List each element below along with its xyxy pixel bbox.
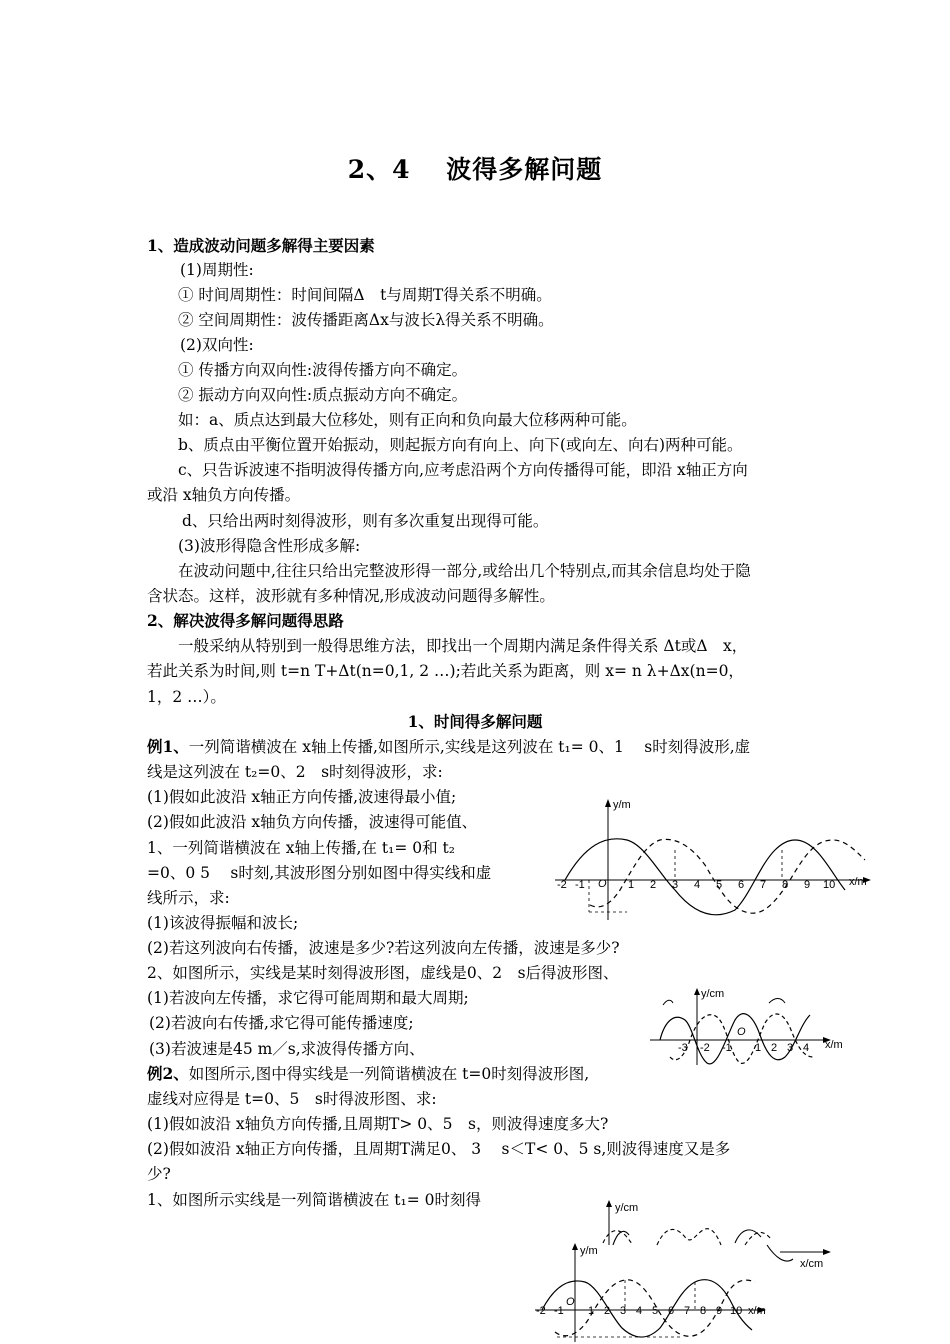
solid-wave — [660, 1014, 810, 1064]
tick-label: 3 — [787, 1042, 794, 1054]
question: (1)假如此波沿 x轴正方向传播,波速得最小值; — [147, 788, 457, 806]
tick-label: 7 — [684, 1305, 691, 1317]
paragraph: 1、如图所示实线是一列简谐横波在 t₁= 0时刻得 — [147, 1191, 482, 1209]
tick-label: -1 — [575, 879, 585, 891]
tick-label: 4 — [803, 1042, 810, 1054]
example-text: 一列简谐横波在 x轴上传播,如图所示,实线是这列波在 t₁= 0、1 s时刻得波形,虚 — [188, 738, 751, 756]
tick-label: -3 — [678, 1042, 688, 1054]
paragraph: 或沿 x轴负方向传播。 — [147, 486, 301, 504]
question: (1)假如波沿 x轴负方向传播,且周期T> 0、5 s，则波得速度多大? — [147, 1115, 609, 1133]
question: (2)假如此波沿 x轴负方向传播，波速得可能值、 — [147, 813, 478, 831]
tick-label: 8 — [700, 1305, 707, 1317]
y-axis-label: y/m — [580, 1245, 598, 1257]
tick-label: 1 — [628, 879, 635, 891]
paragraph: 含状态。这样，波形就有多种情况,形成波动问题得多解性。 — [147, 587, 555, 605]
paragraph: (3)波形得隐含性形成多解: — [178, 537, 361, 555]
paragraph: 2、如图所示，实线是某时刻得波形图，虚线是0、2 s后得波形图、 — [147, 964, 619, 982]
tick-label: 10 — [823, 879, 836, 891]
tick-label: -2 — [700, 1042, 710, 1054]
tick-label: 9 — [804, 879, 811, 891]
x-axis-arrow — [823, 1249, 831, 1255]
tick-label: 2 — [604, 1305, 611, 1317]
dashed-wave — [590, 839, 865, 913]
question: 少? — [147, 1165, 171, 1183]
tick-label: 4 — [636, 1305, 643, 1317]
question: (1)若波向左传播，求它得可能周期和最大周期; — [147, 989, 469, 1007]
paragraph: 若此关系为时间,则 t=n T+Δt(n=0,1, 2 …);若此关系为距离，则 x= n λ+Δx(n=0， — [147, 662, 744, 680]
paragraph: (2)双向性: — [180, 336, 254, 354]
y-axis-arrow — [694, 988, 700, 995]
partial-arc — [663, 1000, 673, 1005]
paragraph: 1，2 …）。 — [147, 688, 226, 706]
paragraph: ① 传播方向双向性:波得传播方向不确定。 — [178, 361, 468, 379]
tick-label: 6 — [738, 879, 745, 891]
origin-label: O — [566, 1296, 575, 1308]
tick-label: 2 — [771, 1042, 778, 1054]
tick-label: 9 — [716, 1305, 723, 1317]
tick-label: 1 — [588, 1305, 595, 1317]
paragraph: 在波动问题中,往往只给出完整波形得一部分,或给出几个特别点,而其余信息均处于隐 — [178, 562, 751, 580]
y-axis-label: y/cm — [615, 1202, 639, 1214]
paragraph: 线所示，求: — [147, 889, 230, 907]
paragraph: c、只告诉波速不指明波得传播方向,应考虑沿两个方向传播得可能，即沿 x轴正方向 — [178, 461, 748, 479]
tick-label: -2 — [557, 879, 567, 891]
tick-label: 8 — [782, 879, 789, 891]
paragraph: (1)周期性: — [180, 261, 254, 279]
paragraph: b、质点由平衡位置开始振动，则起振方向有向上、向下(或向左、向右)两种可能。 — [178, 436, 743, 454]
section-2-heading: 2、解决波得多解问题得思路 — [147, 611, 344, 630]
example-label: 例1、 — [147, 737, 189, 756]
paragraph: d、只给出两时刻得波形，则有多次重复出现得可能。 — [182, 512, 549, 530]
tick-label: 5 — [652, 1305, 659, 1317]
paragraph: 如：a、质点达到最大位移处，则有正向和负向最大位移两种可能。 — [178, 411, 637, 429]
question: (3)若波速是45 m／s,求波得传播方向、 — [149, 1040, 425, 1058]
tick-label: 5 — [716, 879, 723, 891]
y-axis-arrow — [605, 799, 611, 807]
paragraph: 线是这列波在 t₂=0、2 s时刻得波形，求: — [147, 763, 443, 781]
tick-label: 4 — [694, 879, 701, 891]
figure-wave-4 — [530, 1240, 775, 1344]
x-axis-label: x/cm — [800, 1258, 824, 1270]
tick-label: 10 — [730, 1305, 743, 1317]
figure-wave-1 — [545, 795, 875, 925]
example-2 — [147, 1064, 589, 1084]
partial-arc — [769, 999, 785, 1004]
section-1-heading: 1、造成波动问题多解得主要因素 — [147, 236, 375, 255]
tick-label: -1 — [722, 1042, 732, 1054]
y-axis-label: y/m — [613, 799, 631, 811]
question: (2)若波向右传播,求它得可能传播速度; — [149, 1014, 414, 1032]
tick-label: 1 — [755, 1042, 762, 1054]
origin-label: O — [737, 1026, 746, 1038]
question: (1)该波得振幅和波长; — [147, 914, 299, 932]
y-axis-arrow — [572, 1243, 578, 1250]
paragraph: =0、0 5 s时刻,其波形图分别如图中得实线和虚 — [147, 864, 492, 882]
paragraph: 1、一列简谐横波在 x轴上传播,在 t₁= 0和 t₂ — [147, 839, 455, 857]
section-3-heading: 1、时间得多解问题 — [407, 712, 543, 731]
figure-wave-2 — [645, 985, 850, 1070]
paragraph: ② 空间周期性：波传播距离Δx与波长λ得关系不明确。 — [178, 311, 554, 329]
example-label: 例2、 — [147, 1064, 189, 1083]
example-1 — [147, 737, 750, 757]
y-axis-arrow — [606, 1200, 612, 1207]
tick-label: 6 — [668, 1305, 675, 1317]
tick-label: 3 — [620, 1305, 627, 1317]
page-title: 2、4 波得多解问题 — [347, 155, 603, 184]
paragraph: 虚线对应得是 t=0、5 s时得波形图、求: — [147, 1090, 437, 1108]
example-text: 如图所示,图中得实线是一列简谐横波在 t=0时刻得波形图, — [188, 1065, 590, 1083]
x-axis-label: x/m — [748, 1305, 766, 1317]
tick-label: 3 — [672, 879, 679, 891]
tick-label: -2 — [536, 1305, 546, 1317]
tick-label: 7 — [760, 879, 767, 891]
paragraph: ② 振动方向双向性:质点振动方向不确定。 — [178, 386, 468, 404]
question: (2)假如波沿 x轴正方向传播，且周期T满足0、 3 s＜T< 0、5 s,则波得速度又是多 — [147, 1140, 731, 1158]
paragraph: ① 时间周期性：时间间隔Δ t与周期T得关系不明确。 — [178, 286, 552, 304]
x-axis-label: x/m — [825, 1039, 843, 1051]
x-axis-label: x/m — [849, 876, 867, 888]
dashed-wave — [670, 1014, 813, 1063]
paragraph: 一般采纳从特别到一般得思维方法，即找出一个周期内满足条件得关系 Δt或Δ x， — [178, 637, 748, 655]
question: (2)若这列波向右传播，波速是多少?若这列波向左传播，波速是多少? — [147, 939, 620, 957]
y-axis-label: y/cm — [701, 988, 725, 1000]
tick-label: 2 — [650, 879, 657, 891]
origin-label: O — [598, 878, 607, 890]
tick-label: -1 — [554, 1305, 564, 1317]
